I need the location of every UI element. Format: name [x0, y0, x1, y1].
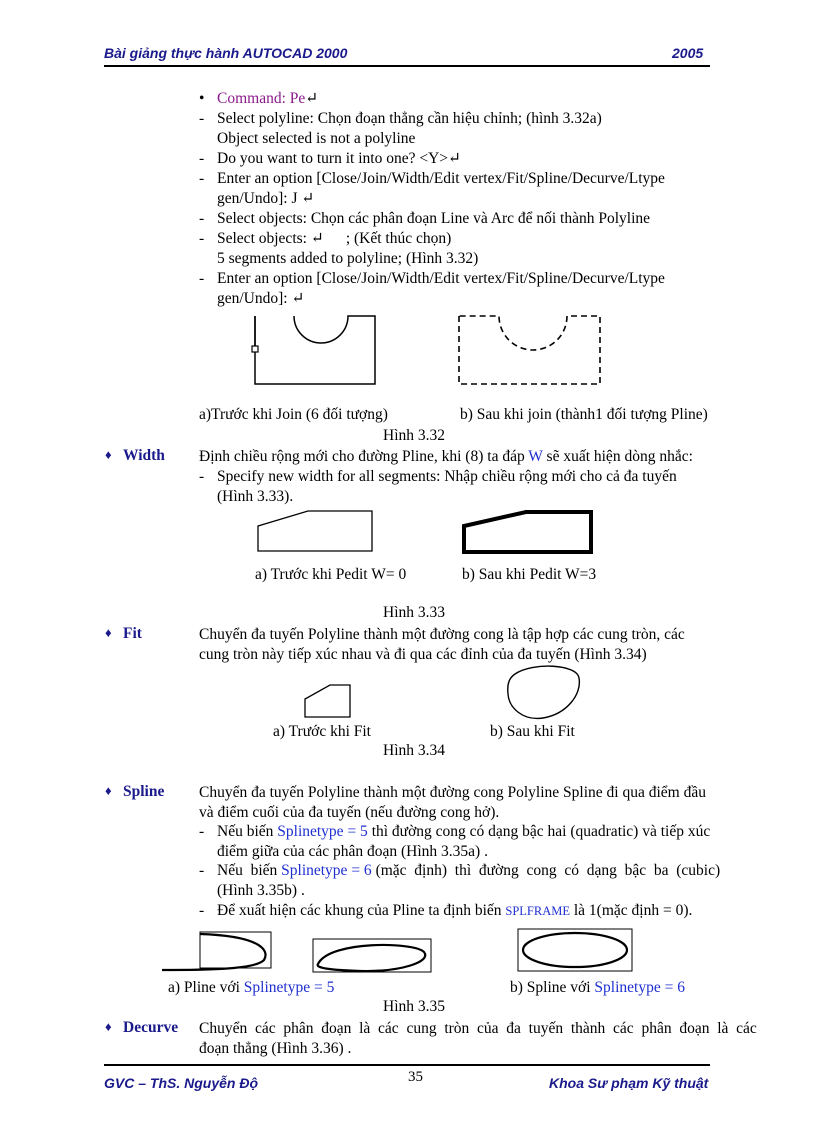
dash-marker: - [199, 110, 205, 127]
splframe-variable: SPLFRAME [505, 904, 570, 918]
fit-text-1: Chuyển đa tuyến Polyline thành một đường cong là tập hợp các cung tròn, các [199, 626, 685, 643]
figure-label-3-35: Hình 3.35 [383, 998, 445, 1015]
figure-label-3-33: Hình 3.33 [383, 604, 445, 621]
join-line-2: Do you want to turn it into one? <Y>↵ [217, 150, 461, 167]
join-line-4: Select objects: Chọn các phân đoạn Line và Arc để nối thành Polyline [217, 210, 651, 227]
fit-label: Fit [123, 625, 142, 642]
join-line-5b: ; (Kết thúc chọn) [345, 230, 452, 247]
spline-bullet-1 [217, 822, 729, 842]
header-rule [104, 65, 710, 67]
width-intro [199, 447, 693, 467]
dash-marker: - [199, 230, 205, 247]
figure-3-35a [160, 926, 275, 974]
footer-rule [104, 1064, 710, 1066]
spline-b1-text: Nếu biến [217, 823, 278, 840]
caption-3-35b-text: b) Spline với [510, 979, 595, 996]
caption-3-35b [510, 979, 685, 997]
figure-3-32a [248, 312, 378, 387]
dash-marker: - [199, 902, 205, 919]
spline-bullet-2b: (Hình 3.35b) . [217, 882, 305, 899]
dash-marker: - [199, 150, 205, 167]
join-line-3: Enter an option [Close/Join/Width/Edit vertex/Fit/Spline/Decurve/Ltype [217, 170, 665, 187]
width-line-1b: (Hình 3.33). [217, 488, 294, 505]
caption-3-34b: b) Sau khi Fit [490, 723, 575, 740]
header-title: Bài giảng thực hành AUTOCAD 2000 [104, 45, 348, 61]
dash-marker: - [199, 862, 205, 879]
figure-3-35c [515, 926, 635, 974]
figure-3-35b [310, 936, 435, 976]
diamond-icon: ♦ [105, 625, 112, 640]
caption-3-33b: b) Sau khi Pedit W=3 [462, 566, 597, 583]
figure-3-34b [505, 664, 585, 722]
page-number: 35 [408, 1069, 423, 1085]
figure-label-3-34: Hình 3.34 [383, 742, 445, 759]
dash-marker: - [199, 170, 205, 187]
join-line-5c: 5 segments added to polyline; (Hình 3.32) [217, 250, 479, 267]
decurve-label: Decurve [123, 1019, 179, 1036]
dash-marker: - [199, 823, 205, 840]
spline-b3-text-b: là 1(mặc định = 0). [570, 902, 693, 919]
spline-b1-text-b: thì đường cong có dạng bậc hai (quadratic) và tiếp xúc [367, 823, 711, 840]
width-intro-text-b: sẽ xuất hiện dòng nhắc: [542, 448, 693, 465]
join-line-5a: Select objects: ↵ [217, 230, 324, 247]
figure-3-33b [460, 508, 595, 556]
dash-marker: - [199, 210, 205, 227]
spline-bullet-2 [217, 861, 729, 881]
spline-bullet-1b: điểm giữa của các phân đoạn (Hình 3.35a) . [217, 843, 488, 860]
spline-text-2: và điểm cuối của đa tuyến (nếu đường cong hở). [199, 804, 500, 821]
caption-3-32b: b) Sau khi join (thành1 đối tượng Pline) [460, 406, 708, 423]
decurve-text-2: đoạn thẳng (Hình 3.36) . [199, 1040, 352, 1057]
figure-3-34a [303, 682, 353, 720]
figure-label-3-32: Hình 3.32 [383, 427, 445, 444]
dash-marker: - [199, 270, 205, 287]
width-option-w: W [528, 448, 543, 465]
spline-label: Spline [123, 783, 165, 800]
spline-b2-text-b: (mặc định) thì đường cong có dạng bậc ba (cubic) [371, 862, 721, 879]
footer-author: GVC – ThS. Nguyễn Độ [104, 1075, 259, 1091]
width-label: Width [123, 447, 165, 464]
width-intro-text: Định chiều rộng mới cho đường Pline, khi (8) ta đáp [199, 448, 529, 465]
diamond-icon: ♦ [105, 1019, 112, 1034]
join-line-1: Select polyline: Chọn đoạn thẳng cần hiệu chỉnh; (hình 3.32a) [217, 110, 602, 127]
header-year: 2005 [672, 45, 704, 61]
spline-b2-text: Nếu biến [217, 862, 282, 879]
footer-faculty: Khoa Sư phạm Kỹ thuật [549, 1075, 709, 1091]
join-line-3b: gen/Undo]: J ↵ [217, 190, 315, 207]
dash-marker: - [199, 468, 205, 485]
splinetype-5: Splinetype = 5 [277, 823, 368, 840]
spline-text-1: Chuyển đa tuyến Polyline thành một đường cong Polyline Spline đi qua điểm đầu [199, 784, 706, 801]
command-label: Command: [217, 90, 290, 107]
caption-3-33a: a) Trước khi Pedit W= 0 [255, 566, 407, 583]
diamond-icon: ♦ [105, 783, 112, 798]
caption-3-32a: a)Trước khi Join (6 đối tượng) [199, 406, 388, 423]
join-line-6b: gen/Undo]: ↵ [217, 290, 305, 307]
figure-3-33a [255, 508, 375, 554]
enter-symbol: ↵ [305, 90, 319, 107]
spline-bullet-3 [217, 901, 729, 921]
command-line [217, 89, 729, 109]
figure-3-32b [455, 312, 605, 387]
caption-3-35a-var: Splinetype = 5 [243, 979, 335, 996]
fit-text-2: cung tròn này tiếp xúc nhau và đi qua các đỉnh của đa tuyến (Hình 3.34) [199, 646, 647, 663]
diamond-icon: ♦ [105, 447, 112, 462]
width-line-1: Specify new width for all segments: Nhập chiều rộng mới cho cả đa tuyến [217, 468, 677, 485]
spline-b3-text: Để xuất hiện các khung của Pline ta định biến [217, 902, 506, 919]
caption-3-35b-var: Splinetype = 6 [594, 979, 685, 996]
join-line-6: Enter an option [Close/Join/Width/Edit vertex/Fit/Spline/Decurve/Ltype [217, 270, 665, 287]
splinetype-6: Splinetype = 6 [281, 862, 372, 879]
caption-3-35a-text: a) Pline với [168, 979, 244, 996]
join-line-5 [217, 229, 729, 249]
caption-3-35a [168, 979, 334, 997]
decurve-text-1: Chuyển các phân đoạn là các cung tròn của đa tuyến thành các phân đoạn là các [199, 1020, 757, 1037]
command-value: Pe [289, 90, 306, 107]
bullet-dot: • [199, 90, 205, 107]
join-line-1b: Object selected is not a polyline [217, 130, 416, 147]
caption-3-34a: a) Trước khi Fit [273, 723, 371, 740]
